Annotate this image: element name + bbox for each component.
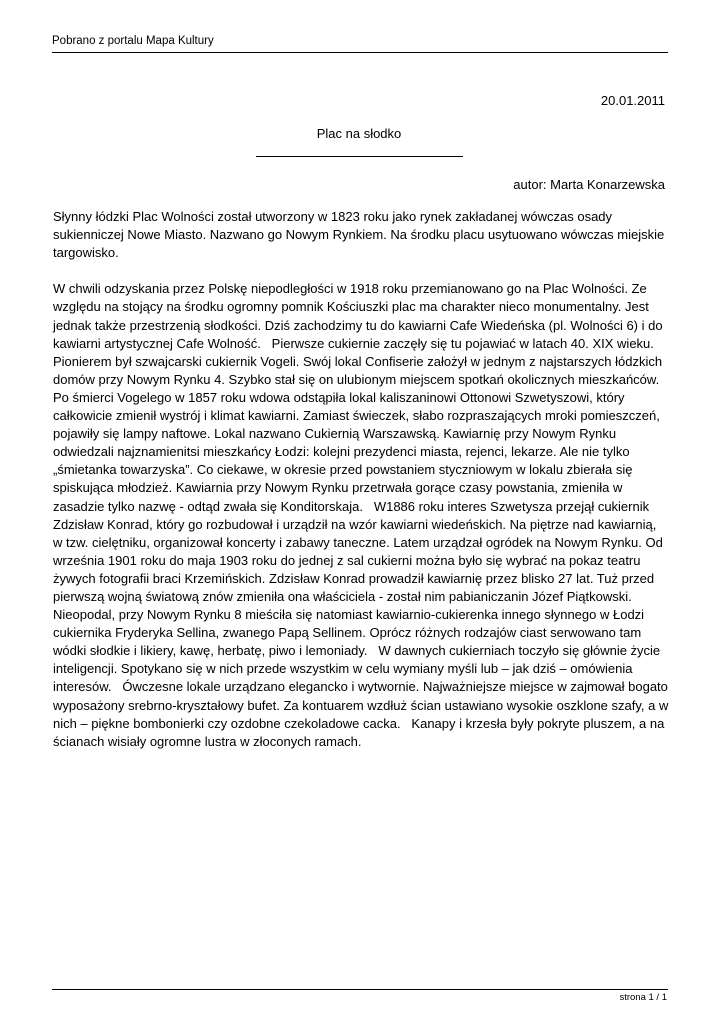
title-underline	[256, 156, 463, 157]
page-header-source: Pobrano z portalu Mapa Kultury	[52, 35, 214, 47]
header-divider	[52, 52, 668, 53]
document-author: autor: Marta Konarzewska	[513, 177, 665, 192]
document-body	[53, 208, 672, 769]
body-paragraph: W chwili odzyskania przez Polskę niepodległości w 1918 roku przemianowano go na Plac Wolności. Ze względu na stojący na środku ogromny pomnik Kościuszki plac ma charakter nieco monumentalny. Jest jednak także przestrzenią słodkości. Dziś zachodzimy tu do kawiarni Cafe Wiedeńska (pl. Wolności 6) i do kawiarni artystycznej Cafe Wolność. Pierwsze cukiernie zaczęły się tu pojawiać w latach 40. XIX wieku. Pionierem był szwajcarski cukiernik Vogeli. Swój lokal Confiserie założył w jednym z najstarszych łódzkich domów przy Nowym Rynku 4. Szybko stał się on ulubionym miejscem spotkań okolicznych mieszkańców. Po śmierci Vogelego w 1857 roku wdowa odstąpiła lokal kaliszaninowi Ottonowi Szwetyszowi, który całkowicie zmienił wystrój i klimat kawiarni. Zamiast świeczek, słabo rozpraszających mroki pomieszczeń, pojawiły się lampy naftowe. Lokal nazwano Cukiernią Warszawską. Kawiarnię przy Nowym Rynku odwiedzali najznamienitsi mieszkańcy Łodzi: kolejni prezydenci miasta, rejenci, lekarze. Ale nie tylko „śmietanka towarzyska”. Co ciekawe, w okresie przed powstaniem styczniowym w lokalu zbierała się spiskująca młodzież. Kawiarnia przy Nowym Rynku przetrwała gorące czasy powstania, zmieniła w zasadzie tylko nazwę - odtąd zwała się Konditorskaja. W1886 roku interes Szwetysza przejął cukiernik Zdzisław Konrad, który go rozbudował i urządził na wzór kawiarni wiedeńskich. Na piętrze nad kawiarnią, w tzw. cielętniku, organizował koncerty i zabawy taneczne. Latem urządzał ogródek na Nowym Rynku. Od września 1901 roku do maja 1903 roku do jednej z sal cukierni można było się wybrać na pokaz teatru żywych fotografii braci Krzemińskich. Zdzisław Konrad prowadził kawiarnię przez blisko 27 lat. Tuż przed pierwszą wojną światową znów zmieniła ona właściciela - został nim pabianiczanin Józef Piątkowski. Nieopodal, przy Nowym Rynku 8 mieściła się natomiast kawiarnio-cukierenka innego słynnego w Łodzi cukiernika Fryderyka Sellina, zwanego Papą Sellinem. Oprócz różnych rodzajów ciast serwowano tam wódki słodkie i likiery, kawę, herbatę, piwo i lemoniady. W dawnych cukierniach toczyło się głównie życie inteligencji. Spotykano się w nich przede wszystkim w celu wymiany myśli lub – jak dziś – omówienia interesów. Ówczesne lokale urządzano elegancko i wytwornie. Najważniejsze miejsce w zajmował bogato wyposażony srebrno-kryształowy bufet. Za kontuarem wzdłuż ścian ustawiano wysokie oszklone szafy, a w nich – piękne bombonierki czy ozdobne czekoladowe cacka. Kanapy i krzesła były pokryte pluszem, a na ścianach wisiały ogromne lustra w złoconych ramach.	[53, 281, 672, 749]
document-date: 20.01.2011	[600, 93, 665, 108]
page-number: strona 1 / 1	[619, 992, 667, 1003]
footer-divider	[52, 989, 668, 990]
document-title: Plac na słodko	[316, 126, 402, 141]
body-paragraph: Słynny łódzki Plac Wolności został utworzony w 1823 roku jako rynek zakładanej wówczas osady sukienniczej Nowe Miasto. Nazwano go Nowym Rynkiem. Na środku placu usytuowano wówczas miejskie targowisko.	[53, 209, 668, 261]
